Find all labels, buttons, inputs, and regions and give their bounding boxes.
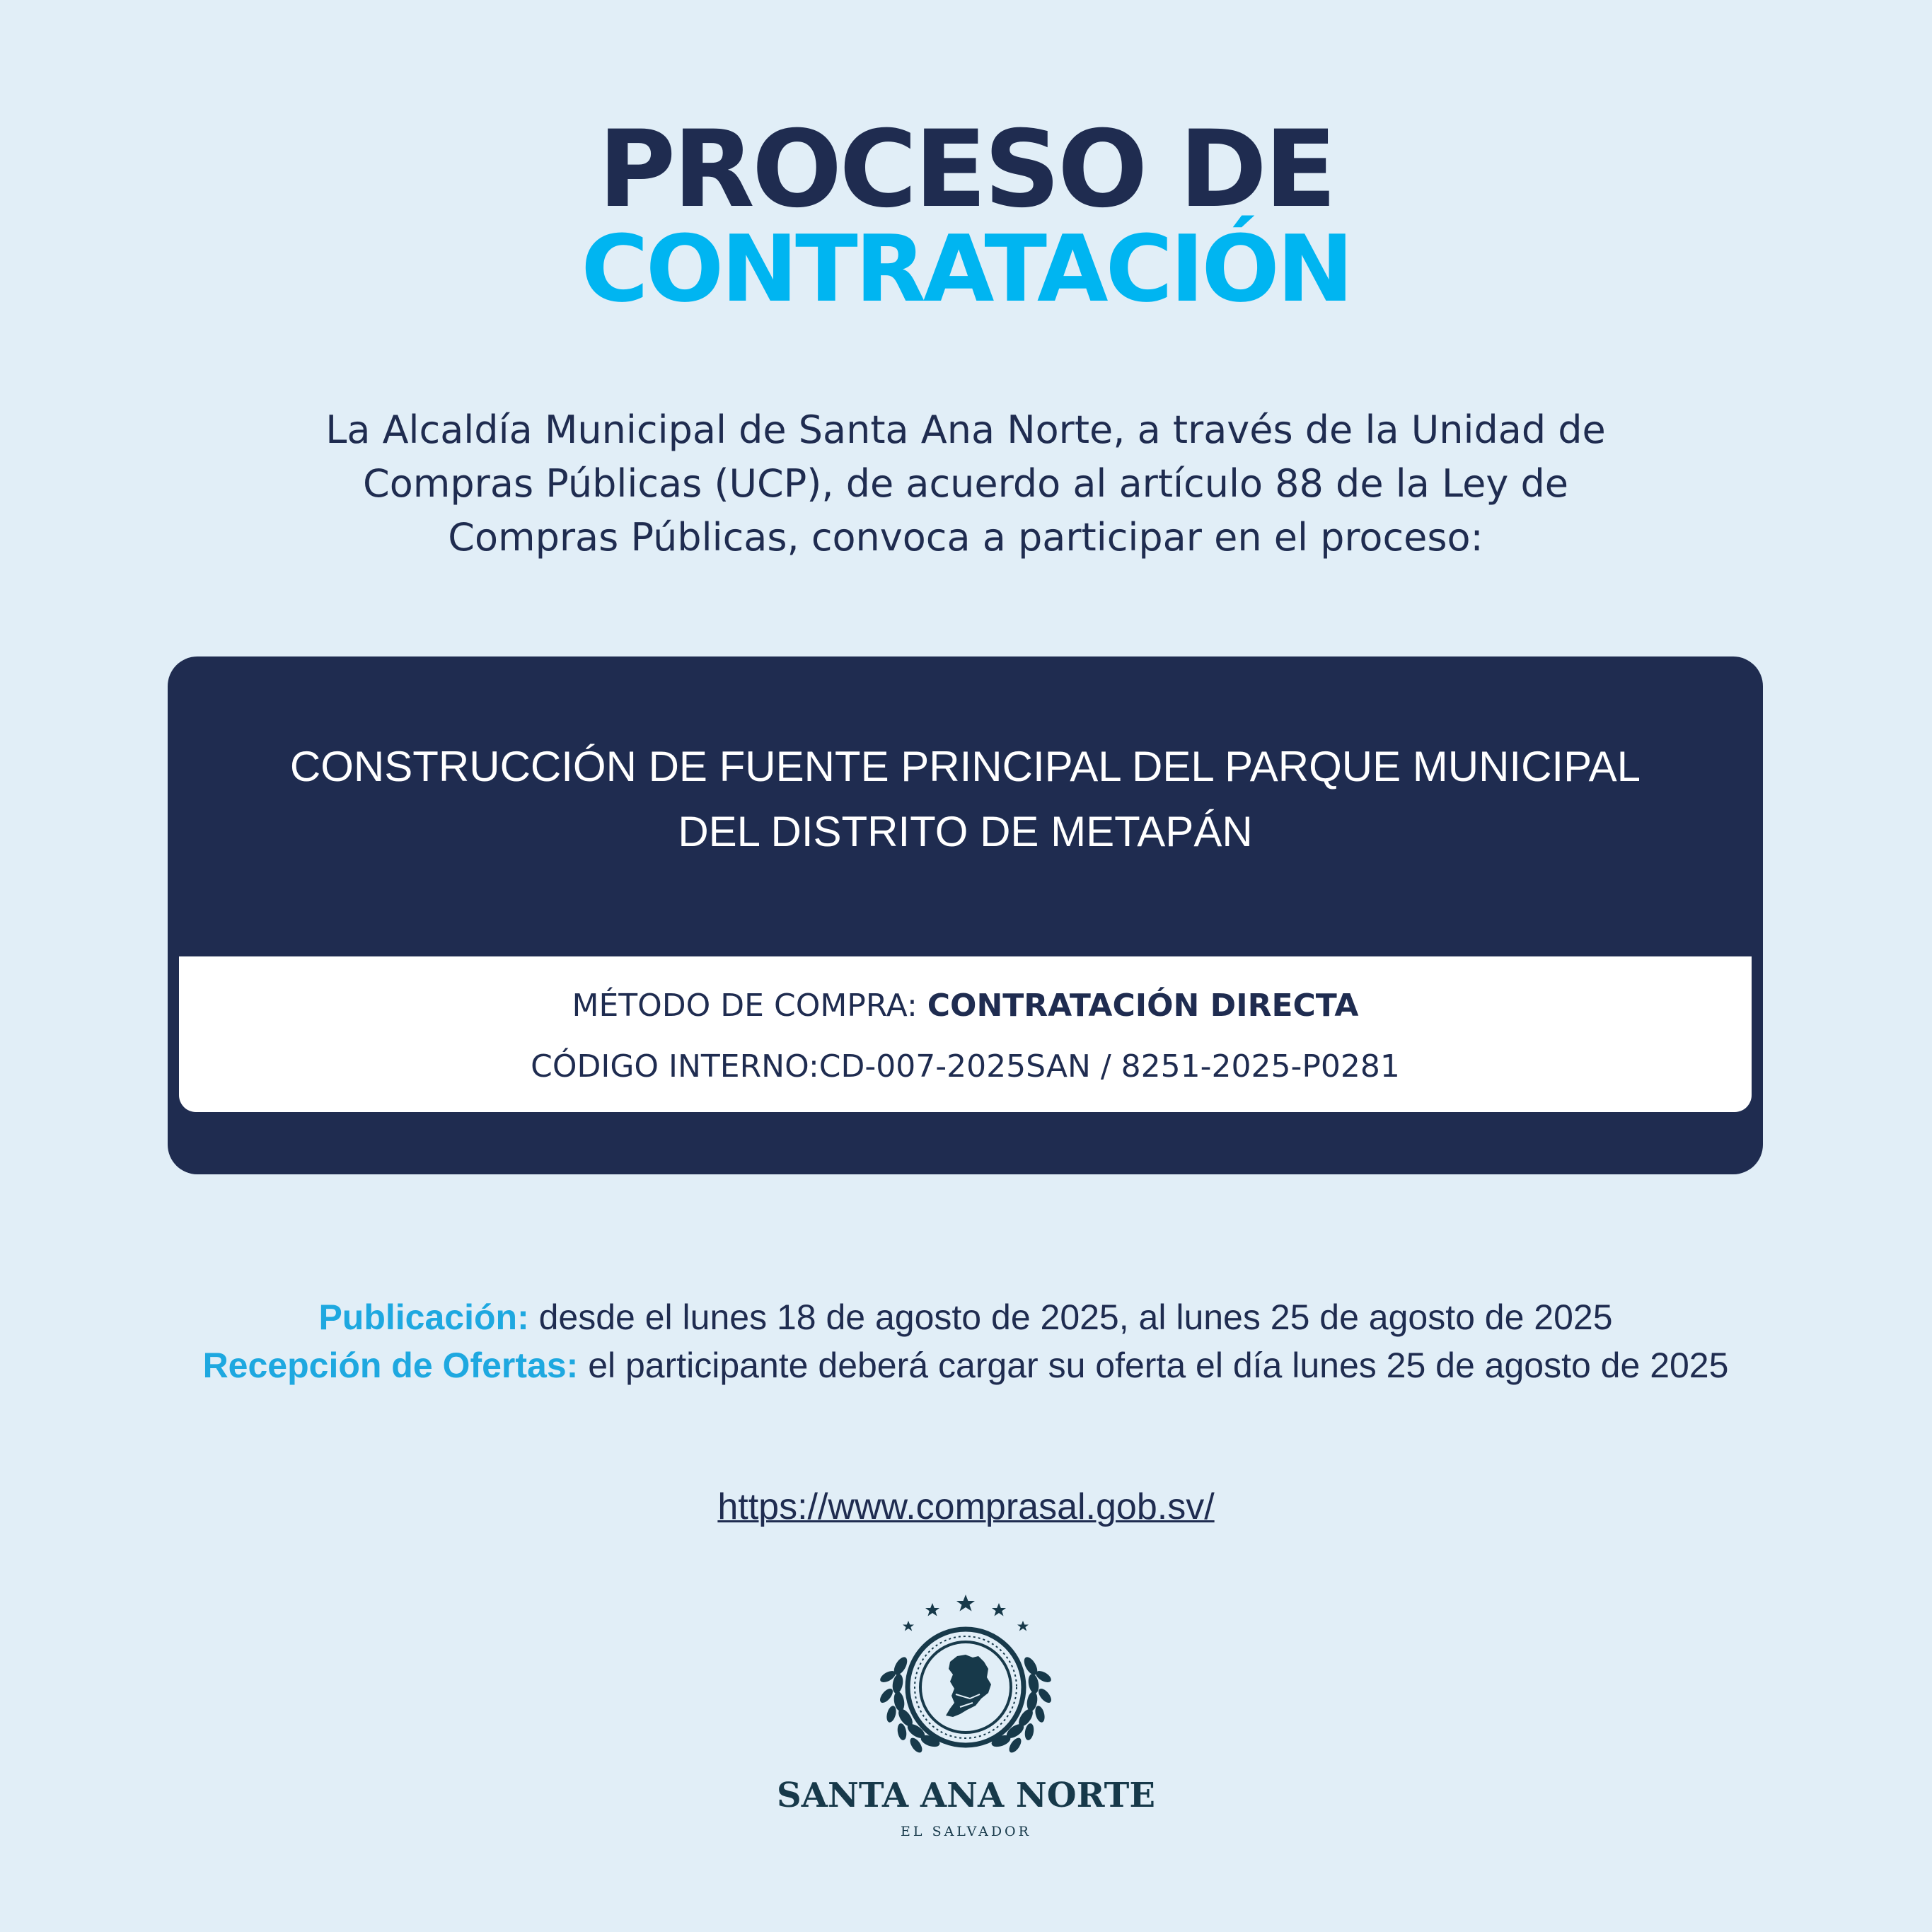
star-icon: [903, 1621, 914, 1631]
star-icon: [1017, 1621, 1029, 1631]
purchase-method-row: [179, 985, 1752, 1027]
dates-section: [187, 1293, 1744, 1389]
purchase-method-value: CONTRATACIÓN DIRECTA: [927, 988, 1359, 1024]
star-icon: [956, 1595, 975, 1612]
intro-line: La Alcaldía Municipal de Santa Ana Norte, a través de la Unidad de: [325, 407, 1606, 452]
intro-paragraph: [258, 403, 1673, 565]
star-icon: [925, 1603, 939, 1616]
link-container: [0, 1482, 1932, 1532]
internal-code: CÓDIGO INTERNO:CD-007-2025SAN / 8251-2025-P0281: [531, 1048, 1400, 1084]
process-card: [168, 656, 1763, 1174]
intro-line: Compras Públicas, convoca a participar en el proceso:: [448, 515, 1483, 560]
logo-country: EL SALVADOR: [901, 1824, 1031, 1839]
comprasal-link[interactable]: https://www.comprasal.gob.sv/: [717, 1486, 1215, 1527]
process-title-line: CONSTRUCCIÓN DE FUENTE PRINCIPAL DEL PARQUE MUNICIPAL: [289, 743, 1641, 790]
municipality-seal-icon: [867, 1588, 1065, 1765]
reception-text: el participante deberá cargar su oferta el día lunes 25 de agosto de 2025: [588, 1346, 1729, 1385]
publication-label: Publicación:: [318, 1297, 529, 1337]
reception-label: Recepción de Ofertas:: [202, 1346, 579, 1385]
process-title: [168, 734, 1763, 864]
reception-line: [187, 1341, 1744, 1389]
process-details: [179, 956, 1752, 1112]
purchase-method-label: MÉTODO DE COMPRA:: [572, 988, 918, 1024]
page-title-line2: CONTRATACIÓN: [581, 215, 1351, 323]
logo-name: SANTA ANA NORTE: [777, 1776, 1155, 1815]
publication-text: desde el lunes 18 de agosto de 2025, al lunes 25 de agosto de 2025: [538, 1297, 1613, 1337]
publication-line: [187, 1293, 1744, 1341]
star-icon: [992, 1603, 1006, 1616]
process-title-line: DEL DISTRITO DE METAPÁN: [678, 808, 1253, 855]
map-shape: [946, 1655, 991, 1717]
page-title-line1: PROCESO DE: [598, 108, 1334, 231]
intro-line: Compras Públicas (UCP), de acuerdo al artículo 88 de la Ley de: [363, 461, 1568, 506]
